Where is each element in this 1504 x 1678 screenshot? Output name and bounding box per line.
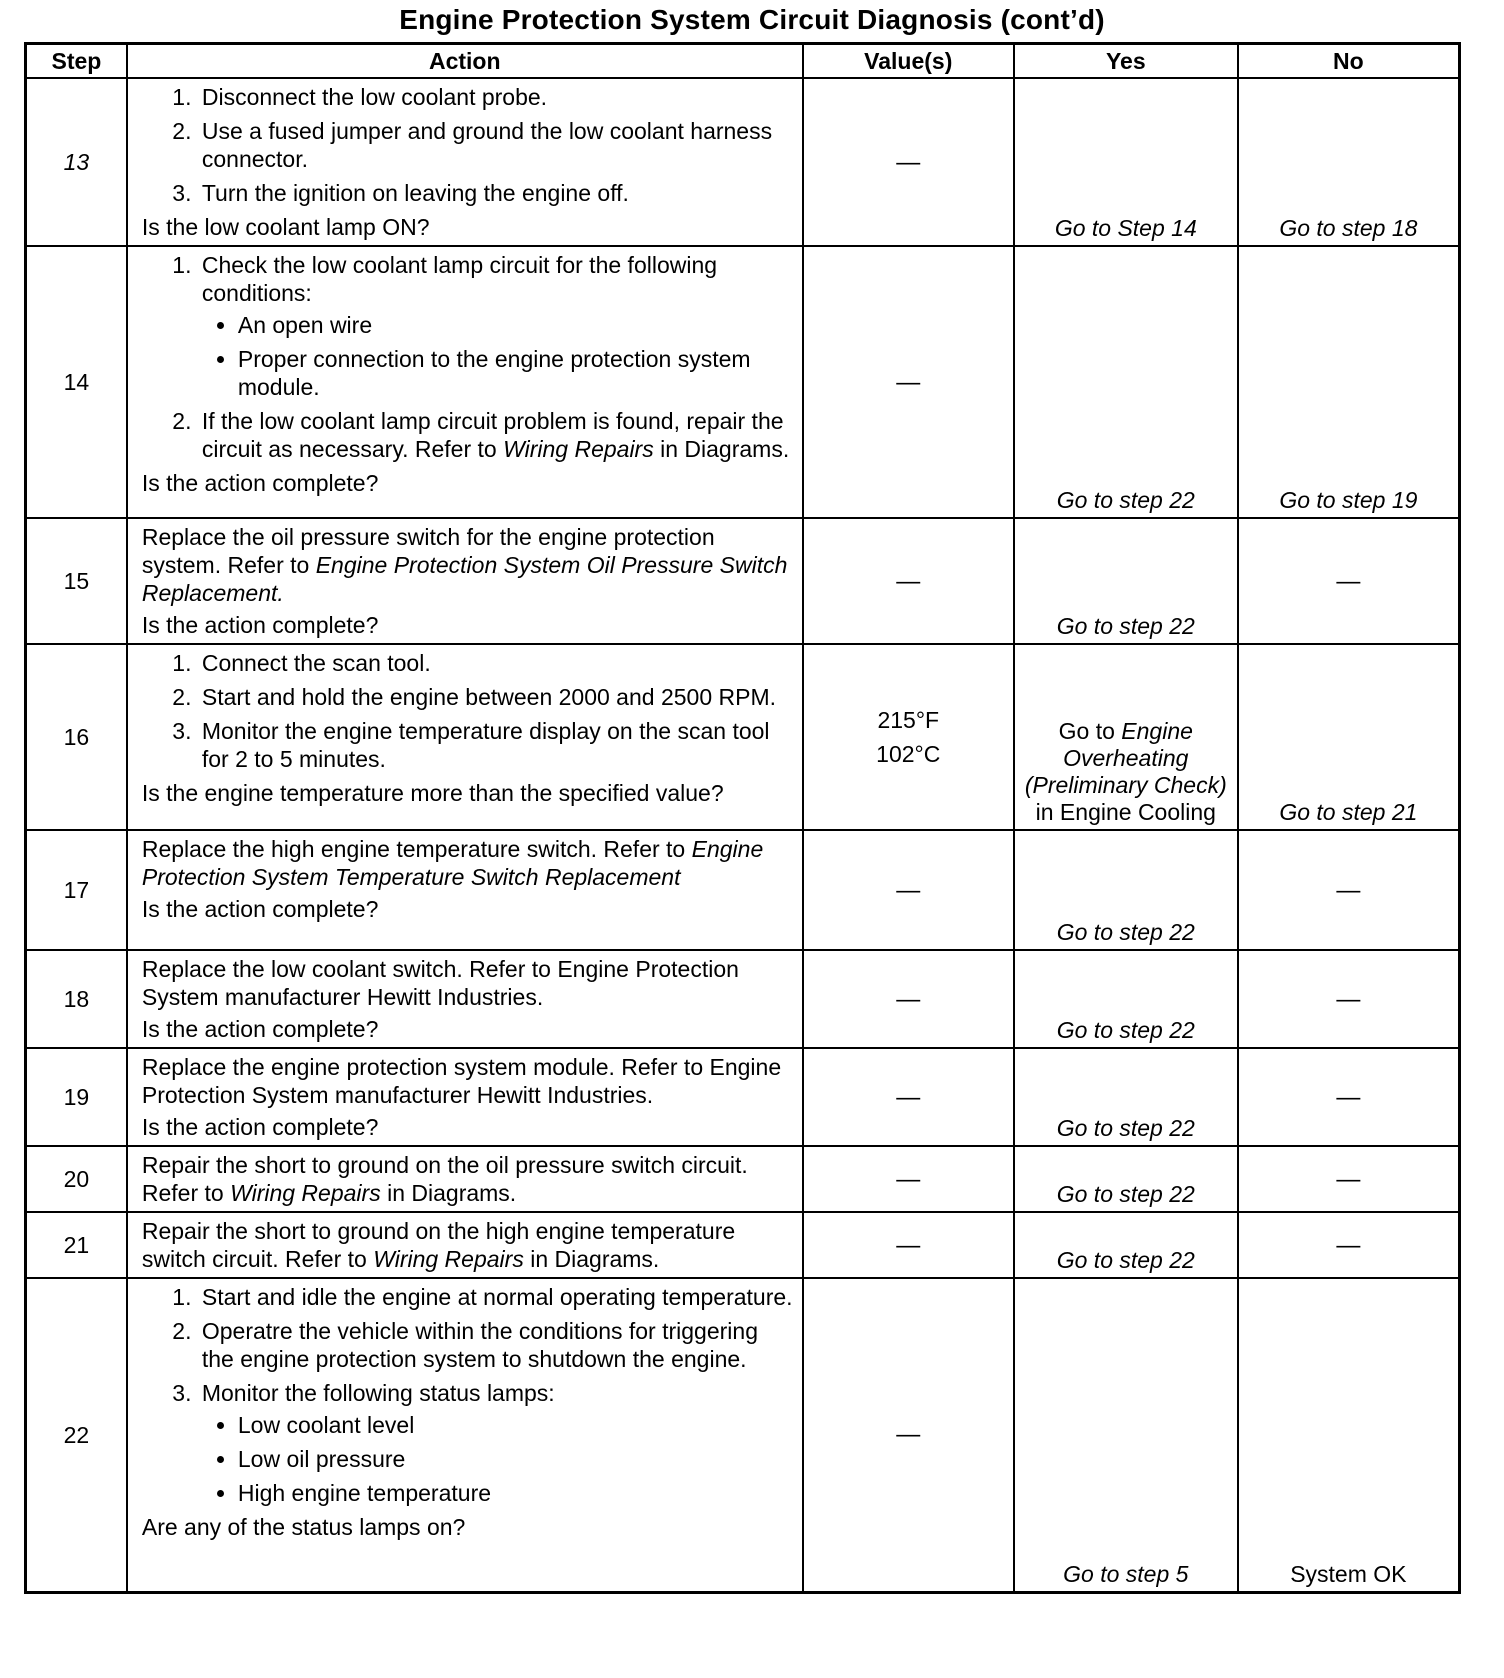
list-item-text: Monitor the following status lamps: xyxy=(201,1380,555,1406)
table-row xyxy=(26,1278,1460,1592)
dash-mark: — xyxy=(1336,1231,1361,1259)
action-text-part: Repair the short to ground on the high engine temperature switch circuit. Refer to xyxy=(141,1218,736,1272)
step-number: 19 xyxy=(26,1048,127,1146)
header-values: Value(s) xyxy=(803,44,1014,79)
action-cell xyxy=(127,78,803,246)
table-header-row xyxy=(26,44,1460,79)
yes-result: Go to step 22 xyxy=(1014,1146,1238,1212)
step-number: 17 xyxy=(26,830,127,950)
dash-mark: — xyxy=(896,1421,921,1449)
dash-mark: — xyxy=(896,1231,921,1259)
no-result xyxy=(1238,950,1460,1048)
action-cell xyxy=(127,1212,803,1278)
no-result: System OK xyxy=(1238,1278,1460,1592)
bullet-list xyxy=(202,1411,794,1507)
action-text-part: Repair the short to ground on the oil pressure switch circuit. Refer to xyxy=(141,1152,748,1206)
dash-mark: — xyxy=(896,567,921,595)
step-number: 21 xyxy=(26,1212,127,1278)
yes-result: Go to step 22 xyxy=(1014,830,1238,950)
header-yes: Yes xyxy=(1014,44,1238,79)
yes-result: Go to step 5 xyxy=(1014,1278,1238,1592)
reference-link: Wiring Repairs xyxy=(373,1246,524,1272)
list-item-text: If the low coolant lamp circuit problem is found, repair the circuit as necessary. Refer to xyxy=(201,408,784,462)
yes-result-text xyxy=(1015,718,1237,826)
list-item-text: in Diagrams. xyxy=(653,436,790,462)
action-text xyxy=(142,523,794,607)
list-item: 1. Disconnect the low coolant probe. xyxy=(198,83,794,111)
table-row xyxy=(26,1146,1460,1212)
list-item: 2. Start and hold the engine between 2000 and 2500 RPM. xyxy=(198,683,794,711)
no-result xyxy=(1238,1146,1460,1212)
action-question: Is the action complete? xyxy=(141,1114,379,1140)
table-row xyxy=(26,950,1460,1048)
value-cell xyxy=(803,78,1014,246)
bullet-list xyxy=(202,311,794,401)
list-item: 1. Start and idle the engine at normal operating temperature. xyxy=(198,1283,794,1311)
value-cell xyxy=(803,830,1014,950)
action-text xyxy=(142,835,794,891)
action-text-part: in Diagrams. xyxy=(380,1180,517,1206)
step-number: 14 xyxy=(26,246,127,518)
step-number: 22 xyxy=(26,1278,127,1592)
value-celsius: 102°C xyxy=(876,741,941,767)
action-cell xyxy=(127,644,803,830)
diagnosis-table xyxy=(24,42,1461,1594)
table-row xyxy=(26,830,1460,950)
step-number: 15 xyxy=(26,518,127,644)
step-number: 13 xyxy=(26,78,127,246)
yes-result: Go to step 22 xyxy=(1014,518,1238,644)
table-row xyxy=(26,1048,1460,1146)
yes-text-part: Go to xyxy=(1058,718,1122,744)
dash-mark: — xyxy=(1336,567,1361,595)
list-item-text: Check the low coolant lamp circuit for the following conditions: xyxy=(201,252,718,306)
dash-mark: — xyxy=(896,985,921,1013)
bullet-item: • An open wire xyxy=(238,311,794,339)
value-cell xyxy=(803,644,1014,830)
header-step: Step xyxy=(26,44,127,79)
action-list xyxy=(142,649,794,773)
no-result xyxy=(1238,1048,1460,1146)
yes-result xyxy=(1014,644,1238,830)
step-number: 18 xyxy=(26,950,127,1048)
yes-text-part: in Engine Cooling xyxy=(1035,799,1216,825)
table-row xyxy=(26,518,1460,644)
action-text xyxy=(142,1151,794,1207)
no-result xyxy=(1238,518,1460,644)
yes-result: Go to Step 14 xyxy=(1014,78,1238,246)
dash-mark: — xyxy=(896,876,921,904)
value-cell xyxy=(803,246,1014,518)
no-result xyxy=(1238,830,1460,950)
action-cell xyxy=(127,1278,803,1592)
list-item xyxy=(198,251,794,401)
reference-link: Engine Protection System Temperature Switch Replacement xyxy=(141,836,764,890)
action-question: Is the action complete? xyxy=(141,612,379,638)
no-result: Go to step 19 xyxy=(1238,246,1460,518)
reference-link: Engine Protection System Oil Pressure Switch Replacement. xyxy=(141,552,788,606)
action-list xyxy=(142,1283,794,1507)
list-item: 2. Operatre the vehicle within the conditions for triggering the engine protection system to shutdown the engine. xyxy=(198,1317,794,1373)
action-question: Is the action complete? xyxy=(141,896,379,922)
list-item: 1. Connect the scan tool. xyxy=(198,649,794,677)
dash-mark: — xyxy=(1336,876,1361,904)
action-text-part: in Diagrams. xyxy=(523,1246,660,1272)
action-cell xyxy=(127,518,803,644)
no-result: Go to step 21 xyxy=(1238,644,1460,830)
bullet-item: • Low coolant level xyxy=(238,1411,794,1439)
value-cell xyxy=(803,1048,1014,1146)
action-question: Is the action complete? xyxy=(141,1016,379,1042)
dash-mark: — xyxy=(896,1165,921,1193)
table-row xyxy=(26,644,1460,830)
yes-result: Go to step 22 xyxy=(1014,246,1238,518)
step-number: 20 xyxy=(26,1146,127,1212)
table-row xyxy=(26,78,1460,246)
action-cell xyxy=(127,246,803,518)
no-result: Go to step 18 xyxy=(1238,78,1460,246)
value-cell xyxy=(803,950,1014,1048)
action-text xyxy=(142,1217,794,1273)
value-cell xyxy=(803,1278,1014,1592)
list-item: 3. Monitor the engine temperature display on the scan tool for 2 to 5 minutes. xyxy=(198,717,794,773)
table-row xyxy=(26,246,1460,518)
list-item xyxy=(198,1379,794,1507)
reference-link: Wiring Repairs xyxy=(230,1180,381,1206)
dash-mark: — xyxy=(1336,1165,1361,1193)
step-number: 16 xyxy=(26,644,127,830)
action-text-part: Replace the oil pressure switch for the engine protection system. Refer to xyxy=(141,524,715,578)
header-no: No xyxy=(1238,44,1460,79)
value-cell xyxy=(803,518,1014,644)
action-cell xyxy=(127,1048,803,1146)
action-cell xyxy=(127,950,803,1048)
bullet-item: • Low oil pressure xyxy=(238,1445,794,1473)
action-list xyxy=(142,83,794,207)
reference-link: Wiring Repairs xyxy=(503,436,654,462)
reference-link: Engine Overheating (Preliminary Check) xyxy=(1024,718,1227,798)
dash-mark: — xyxy=(1336,985,1361,1013)
action-text: Replace the engine protection system module. Refer to Engine Protection System manufacturer Hewitt Industries. xyxy=(141,1054,782,1108)
action-cell xyxy=(127,1146,803,1212)
no-result xyxy=(1238,1212,1460,1278)
value-cell xyxy=(803,1146,1014,1212)
page-title: Engine Protection System Circuit Diagnosis (cont’d) xyxy=(399,4,1105,35)
bullet-item: • High engine temperature xyxy=(238,1479,794,1507)
dash-mark: — xyxy=(896,148,921,176)
action-question: Is the engine temperature more than the specified value? xyxy=(141,780,724,806)
yes-result: Go to step 22 xyxy=(1014,1212,1238,1278)
header-action: Action xyxy=(127,44,803,79)
bullet-item: • Proper connection to the engine protection system module. xyxy=(238,345,794,401)
list-item: 2. Use a fused jumper and ground the low coolant harness connector. xyxy=(198,117,794,173)
value-cell xyxy=(803,1212,1014,1278)
list-item: 3. Turn the ignition on leaving the engine off. xyxy=(198,179,794,207)
action-list xyxy=(142,251,794,463)
action-question: Is the low coolant lamp ON? xyxy=(141,214,430,240)
list-item xyxy=(198,407,794,463)
value-fahrenheit: 215°F xyxy=(877,707,940,733)
yes-result: Go to step 22 xyxy=(1014,950,1238,1048)
action-cell xyxy=(127,830,803,950)
action-text: Replace the low coolant switch. Refer to Engine Protection System manufacturer Hewitt Industries. xyxy=(141,956,739,1010)
dash-mark: — xyxy=(896,1083,921,1111)
dash-mark: — xyxy=(1336,1083,1361,1111)
table-row xyxy=(26,1212,1460,1278)
action-question: Are any of the status lamps on? xyxy=(141,1514,466,1540)
action-question: Is the action complete? xyxy=(141,470,379,496)
yes-result: Go to step 22 xyxy=(1014,1048,1238,1146)
dash-mark: — xyxy=(896,368,921,396)
action-text-part: Replace the high engine temperature switch. Refer to xyxy=(141,836,692,862)
